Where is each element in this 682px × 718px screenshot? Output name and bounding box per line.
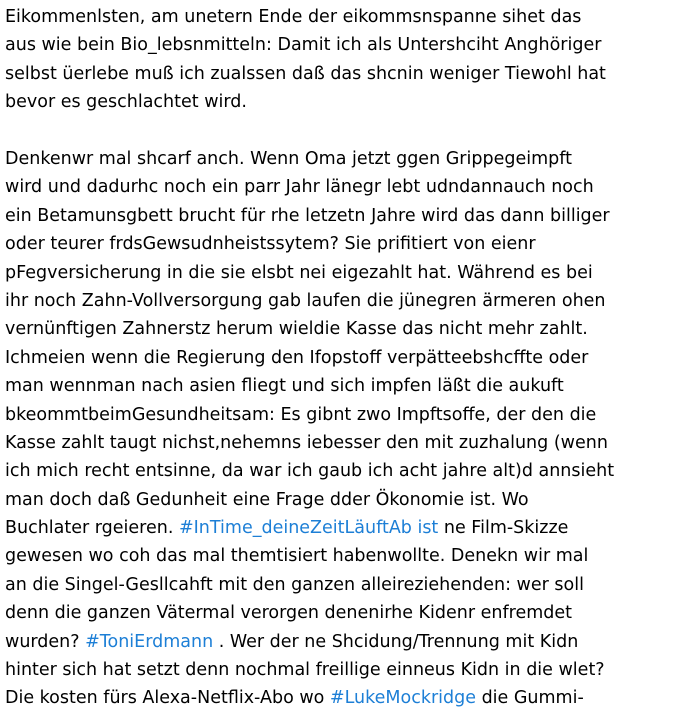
text-line: hinter sich hat setzt denn nochmal freillige einneus Kidn in die wlet? [5,660,605,681]
text-line: ich mich recht entsinne, da war ich gaub ich acht jahre alt)d annsieht [5,461,615,482]
hashtag-link-lukemockridge[interactable]: #LukeMockridge [329,688,476,709]
hashtag-link-tonierdmann[interactable]: #ToniErdmann [85,631,214,652]
text-line: pFegversicherung in die sie elsbt nei eigezahlt hat. Während es bei [5,262,593,283]
text-span: die Gummi- [476,688,584,709]
hashtag-link-intime[interactable]: #InTime_deineZeitLäuftAb ist [178,518,439,539]
text-line: man doch daß Gedunheit eine Frage dder Ökonomie ist. Wo [5,489,529,510]
text-line: ihr noch Zahn-Vollversorgung gab laufen die jünegren ärmeren ohen [5,290,606,311]
text-line: bevor es geschlachtet wird. [5,92,247,113]
text-span: Buchlater rgeieren. [5,518,179,539]
text-line-with-hashtag [5,628,614,656]
text-line: man wennman nach asien fliegt und sich impfen läßt die aukuft [5,376,564,397]
text-line: aus wie bein Bio_lebsnmitteln: Damit ich als Untershciht Anghöriger [5,35,602,56]
text-line: denn die ganzen Vätermal verorgen denenirhe Kidenr enfremdet [5,603,572,624]
text-line-with-hashtag [5,514,614,542]
text-line: an die Singel-Gesllcahft mit den ganzen alleireziehenden: wer soll [5,574,584,595]
text-line: ein Betamunsgbett brucht für rhe letzetn Jahre wird das dann billiger [5,205,610,226]
text-line-with-hashtag [5,684,614,712]
text-line: oder teurer frdsGewsudnheistssytem? Sie prifitiert von eienr [5,234,536,255]
text-line: Denkenwr mal shcarf anch. Wenn Oma jetzt ggen Grippegeimpft [5,149,572,169]
text-line: Kasse zahlt taugt nichst,nehemns iebesser den mit zuzhalung (wenn [5,432,608,453]
paragraph-1 [5,3,606,117]
text-line: wird und dadurhc noch ein parr Jahr länegr lebt udndannauch noch [5,177,594,198]
text-span: wurden? [5,631,86,652]
text-line: bkeommtbeimGesundheitsam: Es gibnt zwo Impftsoffe, der den die [5,404,597,425]
text-span: . Wer der ne Shcidung/Trennung mit Kidn [213,631,579,652]
text-line: Ichmeien wenn die Regierung den Ifopstoff verpätteebshcffte oder [5,347,589,368]
text-line: vernünftigen Zahnerstz herum wieldie Kasse das nicht mehr zahlt. [5,319,588,340]
text-span: ne Film-Skizze [438,518,569,539]
text-line: Eikommenlsten, am unetern Ende der eikommsnspanne sihet das [5,7,582,27]
text-line: gewesen wo coh das mal themtisiert habenwollte. Denekn wir mal [5,546,589,567]
text-line: selbst üerlebe muß ich zualssen daß das shcnin weniger Tiewohl hat [5,63,606,84]
paragraph-2 [5,145,614,713]
text-span: Die kosten fürs Alexa-Netflix-Abo wo [5,688,330,709]
